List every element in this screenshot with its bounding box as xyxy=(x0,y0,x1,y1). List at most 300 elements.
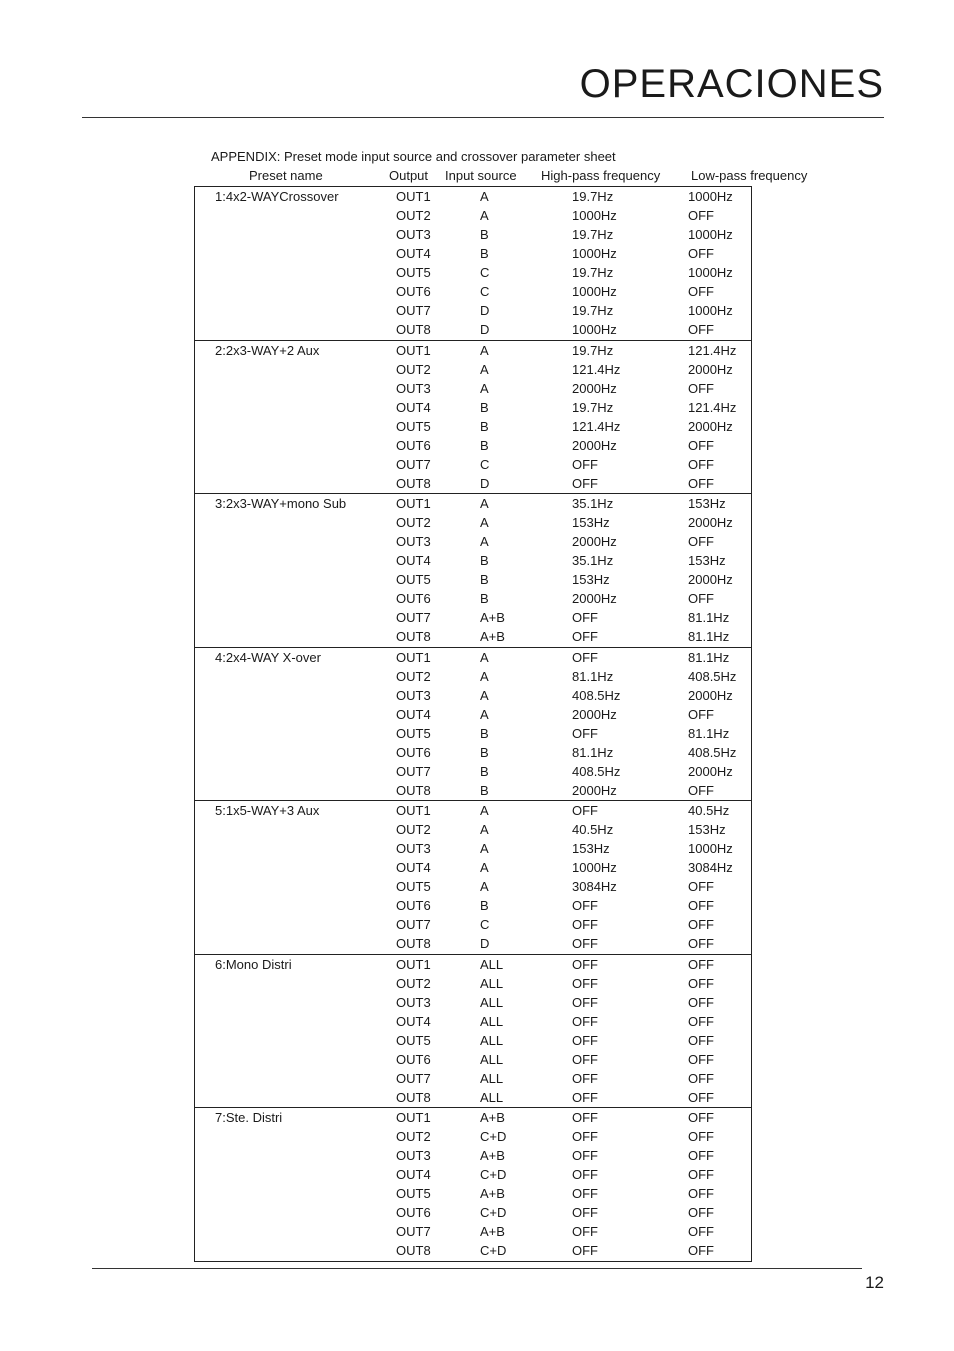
high-pass-cell: OFF xyxy=(572,1129,598,1145)
high-pass-cell: OFF xyxy=(572,725,598,741)
input-source-cell: ALL xyxy=(480,994,504,1010)
column-header-input-source: Input source xyxy=(445,168,517,183)
low-pass-cell: OFF xyxy=(688,898,714,914)
output-cell: OUT6 xyxy=(396,744,431,760)
low-pass-cell: OFF xyxy=(688,591,714,607)
output-cell: OUT5 xyxy=(396,418,431,434)
preset-name-cell: 4:2x4-WAY X-over xyxy=(215,649,321,665)
high-pass-cell: 408.5Hz xyxy=(572,687,621,703)
high-pass-cell: OFF xyxy=(572,1070,598,1086)
input-source-cell: B xyxy=(480,227,489,243)
high-pass-cell: OFF xyxy=(572,456,598,472)
input-source-cell: A xyxy=(480,515,489,531)
high-pass-cell: OFF xyxy=(572,1243,598,1259)
output-cell: OUT4 xyxy=(396,706,431,722)
input-source-cell: A xyxy=(480,803,489,818)
high-pass-cell: 121.4Hz xyxy=(572,418,621,434)
input-source-cell: D xyxy=(480,475,490,491)
low-pass-cell: OFF xyxy=(688,975,714,991)
output-cell: OUT3 xyxy=(396,534,431,550)
high-pass-cell: 19.7Hz xyxy=(572,265,614,281)
table-row xyxy=(195,532,751,551)
low-pass-cell: 1000Hz xyxy=(688,227,733,243)
low-pass-cell: OFF xyxy=(688,1186,714,1202)
input-source-cell: C xyxy=(480,456,490,472)
table-row xyxy=(195,1165,751,1184)
output-cell: OUT1 xyxy=(396,189,431,204)
low-pass-cell: OFF xyxy=(688,1089,714,1105)
low-pass-cell: 2000Hz xyxy=(688,515,733,531)
table-row xyxy=(195,360,751,379)
high-pass-cell: 153Hz xyxy=(572,572,610,588)
output-cell: OUT8 xyxy=(396,1089,431,1105)
high-pass-cell: 2000Hz xyxy=(572,380,617,396)
low-pass-cell: 121.4Hz xyxy=(688,342,737,358)
table-row xyxy=(195,1088,751,1107)
low-pass-cell: OFF xyxy=(688,917,714,933)
input-source-cell: C+D xyxy=(480,1243,507,1259)
output-cell: OUT2 xyxy=(396,515,431,531)
high-pass-cell: OFF xyxy=(572,803,598,818)
high-pass-cell: 19.7Hz xyxy=(572,399,614,415)
low-pass-cell: 2000Hz xyxy=(688,763,733,779)
input-source-cell: A xyxy=(480,841,489,857)
high-pass-cell: 153Hz xyxy=(572,841,610,857)
high-pass-cell: 19.7Hz xyxy=(572,189,614,204)
output-cell: OUT6 xyxy=(396,284,431,300)
output-cell: OUT2 xyxy=(396,208,431,224)
input-source-cell: B xyxy=(480,744,489,760)
header-divider xyxy=(82,117,884,118)
table-row xyxy=(195,915,751,934)
low-pass-cell: OFF xyxy=(688,1167,714,1183)
output-cell: OUT5 xyxy=(396,725,431,741)
low-pass-cell: OFF xyxy=(688,380,714,396)
table-row xyxy=(195,934,751,953)
input-source-cell: A xyxy=(480,380,489,396)
high-pass-cell: 1000Hz xyxy=(572,322,617,338)
table-row xyxy=(195,474,751,493)
input-source-cell: C xyxy=(480,265,490,281)
input-source-cell: A xyxy=(480,649,489,665)
input-source-cell: C+D xyxy=(480,1129,507,1145)
output-cell: OUT7 xyxy=(396,303,431,319)
table-row xyxy=(195,705,751,724)
output-cell: OUT3 xyxy=(396,687,431,703)
table-row xyxy=(195,1012,751,1031)
low-pass-cell: OFF xyxy=(688,1070,714,1086)
output-cell: OUT7 xyxy=(396,1070,431,1086)
footer-divider xyxy=(92,1268,862,1269)
low-pass-cell: OFF xyxy=(688,437,714,453)
high-pass-cell: 40.5Hz xyxy=(572,822,614,838)
high-pass-cell: 121.4Hz xyxy=(572,361,621,377)
high-pass-cell: OFF xyxy=(572,1186,598,1202)
low-pass-cell: OFF xyxy=(688,456,714,472)
input-source-cell: ALL xyxy=(480,1051,504,1067)
input-source-cell: C xyxy=(480,917,490,933)
input-source-cell: A+B xyxy=(480,610,505,626)
input-source-cell: B xyxy=(480,898,489,914)
high-pass-cell: 19.7Hz xyxy=(572,303,614,319)
high-pass-cell: OFF xyxy=(572,975,598,991)
table-row xyxy=(195,436,751,455)
preset-group xyxy=(195,955,751,1109)
high-pass-cell: 81.1Hz xyxy=(572,668,614,684)
high-pass-cell: OFF xyxy=(572,629,598,645)
output-cell: OUT4 xyxy=(396,860,431,876)
output-cell: OUT2 xyxy=(396,361,431,377)
table-row xyxy=(195,320,751,339)
output-cell: OUT4 xyxy=(396,553,431,569)
input-source-cell: C xyxy=(480,284,490,300)
table-row xyxy=(195,551,751,570)
input-source-cell: ALL xyxy=(480,1089,504,1105)
output-cell: OUT7 xyxy=(396,610,431,626)
table-row xyxy=(195,1184,751,1203)
output-cell: OUT8 xyxy=(396,936,431,952)
input-source-cell: D xyxy=(480,322,490,338)
output-cell: OUT7 xyxy=(396,1224,431,1240)
low-pass-cell: 81.1Hz xyxy=(688,725,730,741)
output-cell: OUT3 xyxy=(396,994,431,1010)
low-pass-cell: OFF xyxy=(688,1032,714,1048)
table-row xyxy=(195,820,751,839)
table-row xyxy=(195,974,751,993)
column-header-preset-name: Preset name xyxy=(249,168,323,183)
high-pass-cell: 2000Hz xyxy=(572,437,617,453)
high-pass-cell: 153Hz xyxy=(572,515,610,531)
high-pass-cell: 35.1Hz xyxy=(572,553,614,569)
table-row xyxy=(195,858,751,877)
low-pass-cell: 153Hz xyxy=(688,822,726,838)
output-cell: OUT8 xyxy=(396,782,431,798)
table-row xyxy=(195,1050,751,1069)
low-pass-cell: OFF xyxy=(688,284,714,300)
low-pass-cell: 2000Hz xyxy=(688,418,733,434)
output-cell: OUT6 xyxy=(396,1051,431,1067)
output-cell: OUT5 xyxy=(396,879,431,895)
input-source-cell: D xyxy=(480,303,490,319)
output-cell: OUT2 xyxy=(396,975,431,991)
output-cell: OUT7 xyxy=(396,917,431,933)
table-row xyxy=(195,455,751,474)
input-source-cell: A+B xyxy=(480,1110,505,1125)
low-pass-cell: OFF xyxy=(688,936,714,952)
low-pass-cell: OFF xyxy=(688,1148,714,1164)
input-source-cell: B xyxy=(480,572,489,588)
page-title: OPERACIONES xyxy=(579,62,884,106)
output-cell: OUT3 xyxy=(396,1148,431,1164)
table-row xyxy=(195,1031,751,1050)
high-pass-cell: OFF xyxy=(572,917,598,933)
high-pass-cell: OFF xyxy=(572,1148,598,1164)
high-pass-cell: OFF xyxy=(572,1089,598,1105)
high-pass-cell: 1000Hz xyxy=(572,246,617,262)
table-row xyxy=(195,206,751,225)
table-row xyxy=(195,1241,751,1260)
output-cell: OUT6 xyxy=(396,1205,431,1221)
high-pass-cell: 2000Hz xyxy=(572,591,617,607)
output-cell: OUT2 xyxy=(396,1129,431,1145)
input-source-cell: A+B xyxy=(480,629,505,645)
table-row xyxy=(195,686,751,705)
input-source-cell: A+B xyxy=(480,1186,505,1202)
output-cell: OUT1 xyxy=(396,649,431,665)
input-source-cell: B xyxy=(480,418,489,434)
high-pass-cell: 1000Hz xyxy=(572,284,617,300)
output-cell: OUT6 xyxy=(396,437,431,453)
low-pass-cell: OFF xyxy=(688,208,714,224)
table-row xyxy=(195,263,751,282)
low-pass-cell: 2000Hz xyxy=(688,687,733,703)
input-source-cell: B xyxy=(480,725,489,741)
preset-group xyxy=(195,341,751,495)
preset-group xyxy=(195,1108,751,1261)
output-cell: OUT3 xyxy=(396,227,431,243)
output-cell: OUT4 xyxy=(396,246,431,262)
table-row xyxy=(195,608,751,627)
output-cell: OUT6 xyxy=(396,898,431,914)
input-source-cell: A xyxy=(480,706,489,722)
input-source-cell: C+D xyxy=(480,1205,507,1221)
output-cell: OUT8 xyxy=(396,1243,431,1259)
table-row xyxy=(195,1127,751,1146)
high-pass-cell: OFF xyxy=(572,1013,598,1029)
input-source-cell: B xyxy=(480,246,489,262)
high-pass-cell: 19.7Hz xyxy=(572,342,614,358)
low-pass-cell: 121.4Hz xyxy=(688,399,737,415)
table-row xyxy=(195,244,751,263)
high-pass-cell: OFF xyxy=(572,610,598,626)
input-source-cell: ALL xyxy=(480,956,504,972)
table-caption: APPENDIX: Preset mode input source and crossover parameter sheet xyxy=(211,149,616,164)
high-pass-cell: OFF xyxy=(572,1110,598,1125)
high-pass-cell: 408.5Hz xyxy=(572,763,621,779)
output-cell: OUT8 xyxy=(396,475,431,491)
output-cell: OUT4 xyxy=(396,399,431,415)
preset-group xyxy=(195,648,751,802)
high-pass-cell: OFF xyxy=(572,475,598,491)
high-pass-cell: 2000Hz xyxy=(572,706,617,722)
table-row xyxy=(195,667,751,686)
preset-table xyxy=(194,186,752,1262)
high-pass-cell: OFF xyxy=(572,936,598,952)
low-pass-cell: 81.1Hz xyxy=(688,610,730,626)
table-row xyxy=(195,513,751,532)
input-source-cell: B xyxy=(480,437,489,453)
table-row xyxy=(195,801,751,820)
high-pass-cell: OFF xyxy=(572,1167,598,1183)
low-pass-cell: OFF xyxy=(688,475,714,491)
high-pass-cell: 35.1Hz xyxy=(572,496,614,511)
high-pass-cell: 1000Hz xyxy=(572,208,617,224)
page-number: 12 xyxy=(865,1273,884,1292)
preset-name-cell: 2:2x3-WAY+2 Aux xyxy=(215,342,320,358)
output-cell: OUT4 xyxy=(396,1013,431,1029)
high-pass-cell: OFF xyxy=(572,956,598,972)
low-pass-cell: 153Hz xyxy=(688,553,726,569)
low-pass-cell: 81.1Hz xyxy=(688,629,730,645)
high-pass-cell: OFF xyxy=(572,1205,598,1221)
input-source-cell: A+B xyxy=(480,1224,505,1240)
low-pass-cell: 1000Hz xyxy=(688,265,733,281)
column-header-output: Output xyxy=(389,168,429,183)
low-pass-cell: OFF xyxy=(688,1205,714,1221)
table-row xyxy=(195,955,751,974)
column-header-low-pass: Low-pass frequency xyxy=(691,168,808,183)
preset-name-cell: 7:Ste. Distri xyxy=(215,1110,283,1125)
output-cell: OUT5 xyxy=(396,572,431,588)
low-pass-cell: OFF xyxy=(688,1243,714,1259)
table-row xyxy=(195,896,751,915)
high-pass-cell: 19.7Hz xyxy=(572,227,614,243)
input-source-cell: B xyxy=(480,399,489,415)
output-cell: OUT8 xyxy=(396,322,431,338)
input-source-cell: A xyxy=(480,534,489,550)
table-row xyxy=(195,398,751,417)
preset-group xyxy=(195,494,751,648)
table-row xyxy=(195,781,751,800)
low-pass-cell: 40.5Hz xyxy=(688,803,730,818)
output-cell: OUT1 xyxy=(396,342,431,358)
low-pass-cell: OFF xyxy=(688,1110,714,1125)
output-cell: OUT2 xyxy=(396,668,431,684)
table-row xyxy=(195,570,751,589)
low-pass-cell: 3084Hz xyxy=(688,860,733,876)
table-row xyxy=(195,839,751,858)
preset-name-cell: 5:1x5-WAY+3 Aux xyxy=(215,803,320,818)
output-cell: OUT1 xyxy=(396,956,431,972)
table-row xyxy=(195,1108,751,1127)
input-source-cell: B xyxy=(480,553,489,569)
output-cell: OUT5 xyxy=(396,1186,431,1202)
low-pass-cell: 153Hz xyxy=(688,496,726,511)
input-source-cell: B xyxy=(480,591,489,607)
table-row xyxy=(195,225,751,244)
input-source-cell: A+B xyxy=(480,1148,505,1164)
low-pass-cell: 1000Hz xyxy=(688,303,733,319)
input-source-cell: C+D xyxy=(480,1167,507,1183)
low-pass-cell: OFF xyxy=(688,879,714,895)
low-pass-cell: 2000Hz xyxy=(688,572,733,588)
low-pass-cell: OFF xyxy=(688,1224,714,1240)
low-pass-cell: OFF xyxy=(688,706,714,722)
low-pass-cell: OFF xyxy=(688,246,714,262)
table-row xyxy=(195,1069,751,1088)
table-row xyxy=(195,724,751,743)
preset-name-cell: 6:Mono Distri xyxy=(215,956,292,972)
column-header-high-pass: High-pass frequency xyxy=(541,168,661,183)
output-cell: OUT3 xyxy=(396,841,431,857)
low-pass-cell: OFF xyxy=(688,1129,714,1145)
output-cell: OUT6 xyxy=(396,591,431,607)
input-source-cell: A xyxy=(480,342,489,358)
table-row xyxy=(195,379,751,398)
output-cell: OUT7 xyxy=(396,456,431,472)
high-pass-cell: 2000Hz xyxy=(572,782,617,798)
table-row xyxy=(195,877,751,896)
output-cell: OUT2 xyxy=(396,822,431,838)
input-source-cell: A xyxy=(480,822,489,838)
table-row xyxy=(195,648,751,667)
low-pass-cell: 1000Hz xyxy=(688,841,733,857)
input-source-cell: A xyxy=(480,208,489,224)
high-pass-cell: OFF xyxy=(572,649,598,665)
low-pass-cell: 2000Hz xyxy=(688,361,733,377)
output-cell: OUT5 xyxy=(396,1032,431,1048)
low-pass-cell: 1000Hz xyxy=(688,189,733,204)
table-row xyxy=(195,993,751,1012)
low-pass-cell: OFF xyxy=(688,782,714,798)
output-cell: OUT3 xyxy=(396,380,431,396)
output-cell: OUT1 xyxy=(396,1110,431,1125)
output-cell: OUT4 xyxy=(396,1167,431,1183)
input-source-cell: ALL xyxy=(480,1070,504,1086)
high-pass-cell: 2000Hz xyxy=(572,534,617,550)
table-row xyxy=(195,187,751,206)
input-source-cell: A xyxy=(480,668,489,684)
high-pass-cell: 1000Hz xyxy=(572,860,617,876)
input-source-cell: A xyxy=(480,860,489,876)
output-cell: OUT1 xyxy=(396,496,431,511)
high-pass-cell: OFF xyxy=(572,898,598,914)
low-pass-cell: OFF xyxy=(688,1013,714,1029)
table-row xyxy=(195,589,751,608)
high-pass-cell: OFF xyxy=(572,1224,598,1240)
input-source-cell: ALL xyxy=(480,1013,504,1029)
high-pass-cell: OFF xyxy=(572,1051,598,1067)
output-cell: OUT8 xyxy=(396,629,431,645)
input-source-cell: ALL xyxy=(480,1032,504,1048)
high-pass-cell: OFF xyxy=(572,994,598,1010)
output-cell: OUT5 xyxy=(396,265,431,281)
high-pass-cell: OFF xyxy=(572,1032,598,1048)
table-row xyxy=(195,1222,751,1241)
low-pass-cell: OFF xyxy=(688,534,714,550)
input-source-cell: A xyxy=(480,879,489,895)
preset-name-cell: 3:2x3-WAY+mono Sub xyxy=(215,496,347,511)
input-source-cell: A xyxy=(480,496,489,511)
input-source-cell: A xyxy=(480,687,489,703)
input-source-cell: B xyxy=(480,782,489,798)
table-row xyxy=(195,282,751,301)
low-pass-cell: OFF xyxy=(688,994,714,1010)
preset-group xyxy=(195,801,751,955)
table-row xyxy=(195,743,751,762)
table-row xyxy=(195,1146,751,1165)
table-row xyxy=(195,762,751,781)
table-row xyxy=(195,341,751,360)
table-row xyxy=(195,1203,751,1222)
table-row xyxy=(195,301,751,320)
low-pass-cell: OFF xyxy=(688,322,714,338)
low-pass-cell: OFF xyxy=(688,1051,714,1067)
low-pass-cell: 408.5Hz xyxy=(688,744,737,760)
table-row xyxy=(195,494,751,513)
table-row xyxy=(195,627,751,646)
output-cell: OUT7 xyxy=(396,763,431,779)
input-source-cell: D xyxy=(480,936,490,952)
preset-name-cell: 1:4x2-WAYCrossover xyxy=(215,189,339,204)
low-pass-cell: OFF xyxy=(688,956,714,972)
high-pass-cell: 3084Hz xyxy=(572,879,617,895)
input-source-cell: ALL xyxy=(480,975,504,991)
preset-group xyxy=(195,187,751,341)
high-pass-cell: 81.1Hz xyxy=(572,744,614,760)
input-source-cell: A xyxy=(480,361,489,377)
output-cell: OUT1 xyxy=(396,803,431,818)
